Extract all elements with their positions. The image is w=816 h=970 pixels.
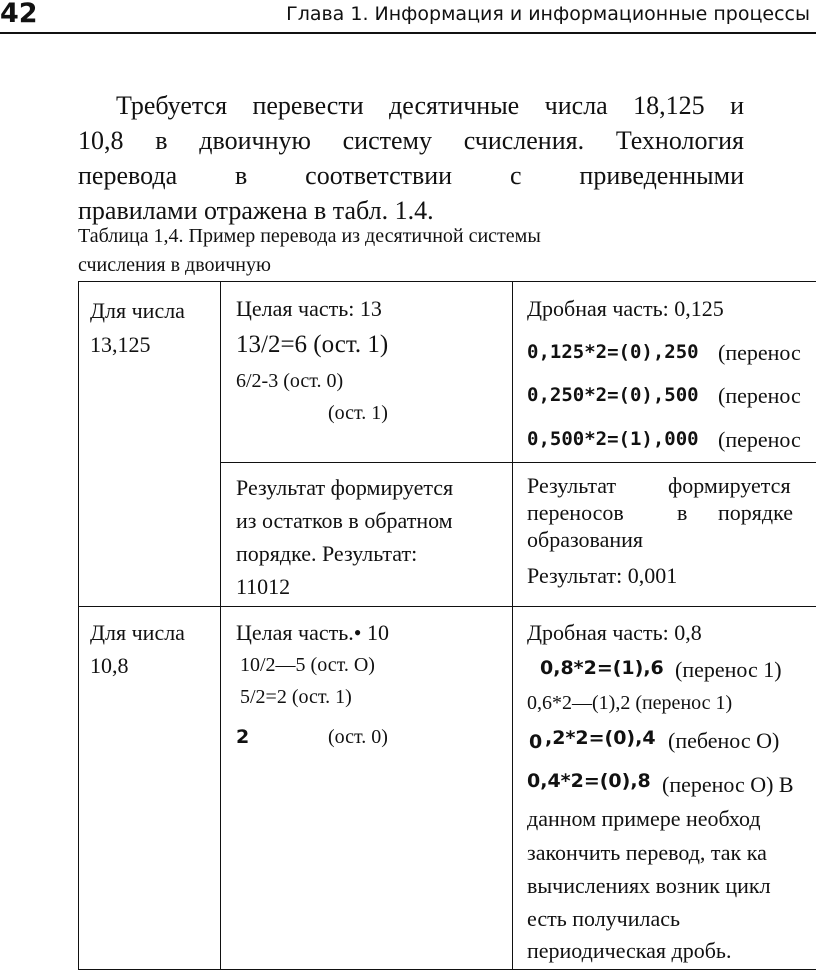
row1-frac-title: Дробная часть: 0,125: [527, 296, 724, 321]
row1-int-step: 13/2=6 (ост. 1): [236, 331, 389, 358]
intro-line: 10,8 в двоичную систему счисления. Технология: [78, 126, 744, 155]
row2-conclusion: данном примере необход: [527, 806, 761, 831]
table-divider-col1: [220, 281, 221, 970]
row1-int-result: порядке. Результат:: [236, 541, 418, 566]
row2-frac-step-note: (пебенос О): [668, 728, 780, 753]
row2-int-step: 5/2=2 (ост. 1): [240, 686, 352, 708]
row1-label: Для числа: [90, 298, 185, 323]
row1-frac-step-expr: 0,250*2=(0),500: [527, 384, 699, 406]
row2-int-step: (ост. 0): [328, 726, 388, 748]
intro-line: перевода в соответствии с приведенными: [78, 161, 744, 190]
row2-int-step: 10/2—5 (ост. О): [240, 654, 375, 676]
intro-line: правилами отражена в табл. 1.4.: [78, 196, 434, 225]
row1-frac-result: Результат: [527, 473, 617, 498]
row2-frac-title: Дробная часть: 0,8: [527, 620, 702, 645]
row1-int-result: Результат формируется: [236, 475, 454, 500]
row2-frac-step-expr: 0,8*2=(1),6: [540, 657, 664, 679]
row2-conclusion: закончить перевод, так ка: [527, 840, 767, 865]
header-rule: [0, 32, 816, 34]
row1-frac-result-value: Результат: 0,001: [527, 563, 678, 588]
row2-frac-step-expr: 0,4*2=(0),8: [527, 770, 651, 792]
row1-int-result: из остатков в обратном: [236, 508, 453, 533]
row1-frac-result: порядке: [718, 500, 793, 525]
page-number: 42: [0, 0, 38, 29]
row2-number: 10,8: [90, 653, 129, 678]
row2-conclusion: периодическая дробь.: [527, 938, 732, 963]
row1-int-step: (ост. 1): [328, 402, 388, 424]
table-border-left: [78, 281, 79, 970]
row2-int-step-num: 2: [236, 726, 250, 748]
row2-frac-step-expr: ,2*2=(0),4: [545, 727, 656, 749]
row1-int-result-value: 11012: [236, 574, 291, 599]
row1-int-title: Целая часть: 13: [236, 296, 382, 321]
row2-conclusion: есть получилась: [527, 906, 681, 931]
row2-int-title: Целая часть.• 10: [236, 620, 389, 645]
row1-frac-result: переносов: [527, 500, 624, 525]
row1-frac-step-expr: 0,125*2=(0),250: [527, 341, 699, 363]
intro-line: Требуется перевести десятичные числа 18,125 и: [116, 91, 744, 120]
row1-frac-step-expr: 0,500*2=(1),000: [527, 428, 699, 450]
row1-frac-result: образования: [527, 527, 644, 552]
table-caption-continued: счисления в двоичную: [78, 254, 271, 276]
table-divider-col2: [512, 281, 513, 970]
row1-int-step: 6/2-3 (ост. 0): [236, 370, 344, 392]
row2-frac-step-zero: 0: [529, 731, 543, 753]
row1-frac-result: в: [677, 500, 688, 525]
table-caption: Таблица 1,4. Пример перевода из десятичной системы: [78, 225, 541, 247]
row1-number: 13,125: [90, 332, 151, 357]
row1-frac-result: формируется: [668, 473, 791, 498]
row1-frac-step-note: (перенос: [718, 427, 801, 452]
chapter-title: Глава 1. Информация и информационные процессы: [286, 3, 810, 25]
table-row-divider: [220, 462, 816, 463]
row2-frac-step-note: (перенос 1): [675, 657, 782, 682]
row2-frac-step-note: (перенос О) В: [662, 772, 794, 797]
row1-frac-step-note: (перенос: [718, 383, 801, 408]
row2-label: Для числа: [90, 620, 185, 645]
intro-paragraph: [78, 88, 744, 228]
table-border-top: [78, 281, 816, 282]
row2-frac-step: 0,6*2—(1),2 (перенос 1): [527, 692, 733, 714]
row2-conclusion: вычислениях возник цикл: [527, 873, 771, 898]
row1-frac-step-note: (перенос: [718, 340, 801, 365]
table-row-divider: [78, 606, 816, 607]
